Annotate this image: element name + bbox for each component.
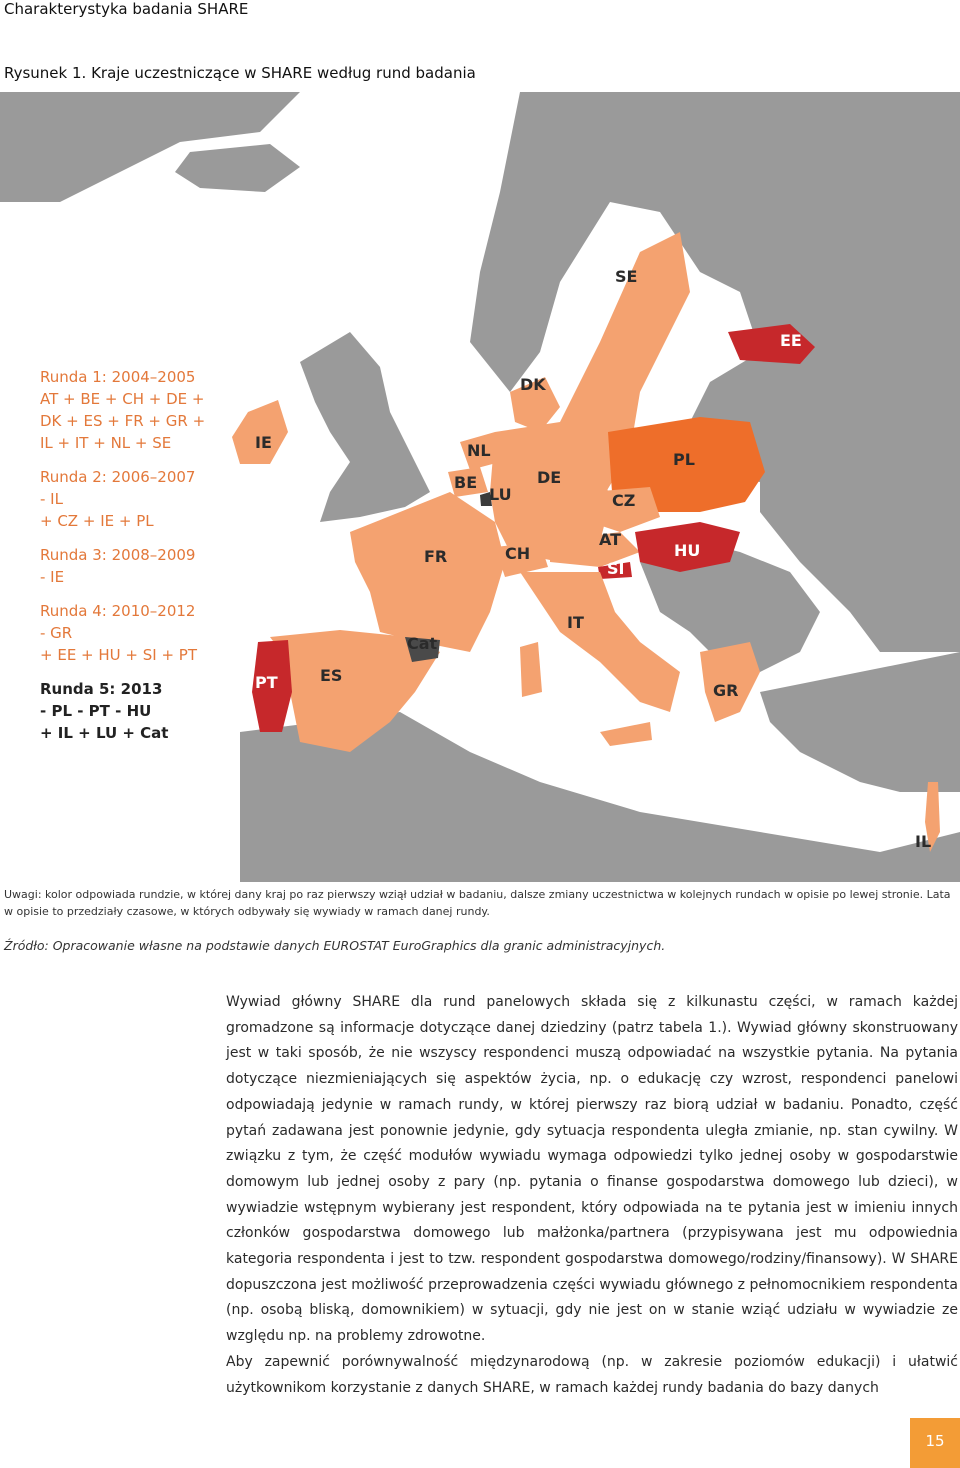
figure-note: Uwagi: kolor odpowiada rundzie, w której dany kraj po raz pierwszy wziął udział w badaniu, dalsze zmiany uczestnictwa w kolejnych rundach w opisie po lewej stronie. Lata w opisie to przedziały czasowe, w których odbywały się wywiady w ramach danej rundy.	[4, 888, 951, 918]
label-de: DE	[537, 468, 562, 487]
legend-line: - GR	[40, 624, 73, 642]
legend-round-5	[40, 678, 240, 744]
legend-title: Runda 1: 2004–2005	[40, 368, 196, 386]
legend-line: DK + ES + FR + GR +	[40, 412, 206, 430]
label-at: AT	[599, 530, 622, 549]
label-es: ES	[320, 666, 343, 685]
body-text	[226, 990, 958, 1401]
label-se: SE	[615, 267, 638, 286]
figure-title: Rysunek 1. Kraje uczestniczące w SHARE według rund badania	[4, 64, 476, 82]
legend-title: Runda 3: 2008–2009	[40, 546, 196, 564]
legend-line: + EE + HU + SI + PT	[40, 646, 198, 664]
label-fr: FR	[424, 547, 448, 566]
legend-title: Runda 5: 2013	[40, 680, 163, 698]
legend-line: - PL - PT - HU	[40, 702, 152, 720]
label-ee: EE	[780, 331, 802, 350]
running-header: Charakterystyka badania SHARE	[4, 0, 249, 18]
legend-round-4	[40, 600, 240, 666]
paragraph: Aby zapewnić porównywalność międzynarodową (np. w zakresie poziomów edukacji) i ułatwić użytkownikom korzystanie z danych SHARE, w ramach każdej rundy badania do bazy danych	[226, 1353, 958, 1396]
page-number-box	[910, 1418, 960, 1468]
label-nl: NL	[467, 441, 491, 460]
legend-line: + CZ + IE + PL	[40, 512, 154, 530]
legend-line: + IL + LU + Cat	[40, 724, 169, 742]
rounds-legend	[40, 366, 240, 756]
label-gr: GR	[713, 681, 739, 700]
label-pt: PT	[255, 673, 278, 692]
label-si: SI	[607, 559, 625, 578]
paragraph: Wywiad główny SHARE dla rund panelowych składa się z kilkunastu części, w ramach każdej gromadzone są informacje dotyczące danej dziedziny (patrz tabela 1.). Wywiad główny skonstruowany jest w taki sposób, że nie wszyscy respondenci muszą odpowiadać na wszystkie pytania. Na pytania dotyczące niezmieniających się aspektów życia, np. o edukację czy wzrost, respondenci panelowi odpowiadają jedynie w ramach rundy, w której pierwszy raz biorą udział w badaniu. Ponadto, część pytań zadawana jest ponownie jedynie, gdy sytuacja respondenta uległa zmianie, np. stan cywilny. W związku z tym, że część modułów wywiadu wymaga odpowiedzi tylko jednej osoby w gospodarstwie domowym lub jednej osoby z pary (np. pytania o finanse gospodarstwa domowego lub dzieci), w wywiadzie wstępnym wybierany jest respondent, który odpowiada na te pytania jest w imieniu innych członków gospodarstwa domowego lub małżonka/partnera (przypisywana jest mu odpowiednia kategoria respondenta i jest to tzw. respondent gospodarstwa domowego/rodziny/finansowy). W SHARE dopuszczona jest możliwość przeprowadzenia części wywiadu głównego z pełnomocnikiem respondenta (np. osobą bliską, domownikiem) w sytuacji, gdy nie jest on w stanie wziąć udziału w wywiadzie ze względu np. na problemy zdrowotne.	[226, 994, 958, 1345]
legend-line: - IL	[40, 490, 63, 508]
legend-line: IL + IT + NL + SE	[40, 434, 172, 452]
legend-round-1	[40, 366, 240, 454]
page-number: 15	[925, 1432, 945, 1450]
label-cat: Cat	[407, 634, 438, 653]
legend-line: - IE	[40, 568, 65, 586]
legend-title: Runda 2: 2006–2007	[40, 468, 196, 486]
label-dk: DK	[520, 375, 546, 394]
label-ch: CH	[505, 544, 531, 563]
label-cz: CZ	[612, 491, 636, 510]
label-il: IL	[915, 832, 932, 851]
figure-source: Źródło: Opracowanie własne na podstawie danych EUROSTAT EuroGraphics dla granic administracyjnych.	[4, 938, 666, 953]
label-ie: IE	[255, 433, 272, 452]
label-be: BE	[454, 473, 478, 492]
legend-round-2	[40, 466, 240, 532]
legend-line: AT + BE + CH + DE +	[40, 390, 205, 408]
legend-title: Runda 4: 2010–2012	[40, 602, 196, 620]
legend-round-3	[40, 544, 240, 588]
label-hu: HU	[674, 541, 701, 560]
label-it: IT	[567, 613, 584, 632]
label-pl: PL	[673, 450, 695, 469]
label-lu: LU	[489, 485, 512, 504]
